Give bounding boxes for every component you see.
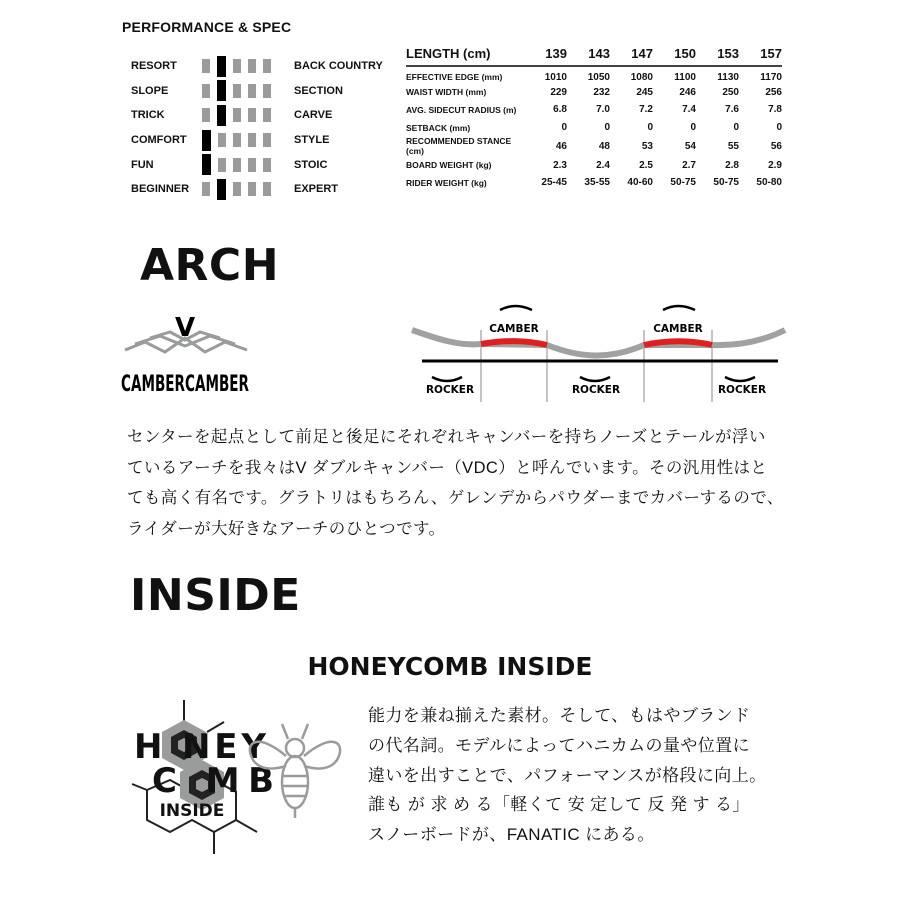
honeycomb-description-line: の代名詞。モデルによってハニカムの量や位置に — [368, 735, 750, 755]
arch-description-line: センターを起点として前足と後足にそれぞれキャンバーを持ちノーズとテールが浮い — [127, 428, 766, 446]
performance-indicator-active — [202, 154, 211, 175]
spec-cell: 1100 — [674, 71, 696, 83]
camber-label: CAMBER — [489, 323, 539, 335]
spec-cell: 6.8 — [553, 104, 567, 116]
spec-cell: 2.3 — [553, 159, 567, 171]
performance-indicator — [248, 108, 256, 122]
spec-cell: 55 — [727, 140, 739, 152]
performance-right-label: SECTION — [294, 84, 343, 97]
spec-row — [406, 66, 782, 84]
spec-cell: 0 — [561, 122, 567, 134]
honeycomb-description — [368, 701, 788, 850]
performance-scale — [202, 130, 294, 151]
camber-arc-icon — [500, 306, 532, 310]
spec-cell: 7.2 — [639, 104, 653, 116]
spec-row — [406, 84, 782, 102]
spec-length-header: 139 — [524, 44, 567, 66]
spec-cell: 56 — [770, 140, 782, 152]
spec-cell: 46 — [555, 140, 567, 152]
spec-cell: 2.5 — [639, 159, 653, 171]
performance-spec-title: PERFORMANCE & SPEC — [122, 19, 292, 35]
logo-honey-text: H NEY — [134, 727, 266, 767]
honeycomb-description-line: 能力を兼ね揃えた素材。そして、もはやブランド — [368, 706, 751, 725]
spec-cell: 7.4 — [682, 104, 696, 116]
performance-right-label: BACK COUNTRY — [294, 60, 383, 73]
performance-scale — [202, 80, 294, 101]
spec-cell: 7.0 — [596, 104, 610, 116]
performance-row — [131, 54, 391, 79]
spec-length-header: 157 — [739, 44, 782, 66]
rocker-arc-icon — [725, 377, 755, 381]
performance-indicator — [233, 108, 241, 122]
logo-word: CAMBERCAMBER — [120, 370, 250, 397]
spec-length-header: 153 — [696, 44, 739, 66]
performance-right-label: CARVE — [294, 109, 333, 122]
spec-cell: 1080 — [630, 71, 653, 83]
performance-indicator — [263, 84, 271, 98]
spec-row-label: RIDER WEIGHT (kg) — [406, 177, 487, 188]
honeycomb-inside-logo — [132, 692, 352, 862]
spec-cell: 48 — [598, 140, 610, 152]
performance-scale — [202, 56, 294, 77]
spec-cell: 0 — [604, 122, 610, 134]
inside-heading: INSIDE — [130, 570, 301, 621]
performance-indicator — [202, 182, 210, 196]
performance-indicator — [218, 133, 226, 147]
performance-indicator-active — [217, 80, 226, 101]
arch-description — [127, 422, 787, 544]
spec-row-label: WAIST WIDTH (mm) — [406, 87, 487, 98]
arch-description-line: ているアーチを我々はV ダブルキャンバー（VDC）と呼んでいます。その汎用性はと — [127, 458, 768, 477]
logo-comb-text: C MB — [152, 761, 274, 801]
spec-cell: 0 — [690, 122, 696, 134]
performance-left-label: BEGINNER — [131, 183, 190, 196]
spec-cell: 7.8 — [768, 104, 782, 116]
performance-indicator-active — [217, 179, 226, 200]
spec-row-label: RECOMMENDED STANCE (cm) — [406, 136, 512, 157]
performance-indicator — [202, 108, 210, 122]
performance-indicator — [233, 158, 241, 172]
spec-cell: 250 — [722, 86, 739, 98]
performance-indicator — [263, 59, 271, 73]
performance-left-label: SLOPE — [131, 84, 169, 97]
performance-indicator — [248, 158, 256, 172]
performance-left-label: TRICK — [131, 109, 165, 122]
honeycomb-description-line: スノーボードが、FANATIC にある。 — [368, 825, 655, 845]
performance-indicator — [263, 108, 271, 122]
performance-indicator — [233, 182, 241, 196]
spec-row — [406, 119, 782, 137]
honeycomb-description-line: 誰も が 求 め る「軽くて 安 定して 反 発 す る」 — [368, 795, 750, 815]
performance-indicator — [233, 59, 241, 73]
honeycomb-inside-heading: HONEYCOMB INSIDE — [307, 652, 593, 681]
performance-right-label: STYLE — [294, 134, 330, 147]
spec-cell: 0 — [776, 122, 782, 134]
spec-header-row — [406, 44, 782, 66]
performance-indicator — [248, 84, 256, 98]
spec-cell: 0 — [733, 122, 739, 134]
spec-row-label: EFFECTIVE EDGE (mm) — [406, 72, 503, 83]
spec-length-header: 143 — [567, 44, 610, 66]
rocker-label: ROCKER — [571, 384, 621, 396]
arch-description-line: ても高く有名です。グラトリはもちろん、ゲレンデからパウダーまでカバーするので、 — [127, 489, 784, 507]
spec-header-label: LENGTH (cm) — [406, 44, 524, 66]
performance-chart — [131, 54, 391, 202]
spec-cell: 2.9 — [768, 159, 782, 171]
spec-row-label: AVG. SIDECUT RADIUS (m) — [406, 104, 517, 115]
performance-right-label: EXPERT — [294, 183, 339, 196]
performance-indicator — [248, 59, 256, 73]
honeycomb-description-line: 違いを出すことで、パフォーマンスが格段に向上。 — [368, 765, 767, 785]
spec-cell: 53 — [641, 140, 653, 152]
spec-cell: 256 — [765, 86, 782, 98]
spec-row-label: SETBACK (mm) — [406, 122, 471, 133]
performance-indicator — [263, 158, 271, 172]
spec-row — [406, 156, 782, 174]
spec-cell: 229 — [550, 86, 567, 98]
spec-row — [406, 136, 782, 156]
performance-row — [131, 152, 391, 177]
performance-indicator-active — [202, 130, 211, 151]
spec-row-label: BOARD WEIGHT (kg) — [406, 160, 492, 171]
performance-left-label: RESORT — [131, 60, 177, 73]
performance-scale — [202, 179, 294, 200]
spec-cell: 50-75 — [670, 177, 696, 189]
spec-row — [406, 174, 782, 192]
arch-heading: ARCH — [140, 240, 280, 291]
spec-cell: 7.6 — [725, 104, 739, 116]
camber-rocker-diagram — [410, 300, 790, 405]
camber-label: CAMBER — [653, 323, 703, 335]
spec-row — [406, 101, 782, 119]
camber-arc-icon — [663, 306, 695, 310]
performance-indicator — [248, 133, 256, 147]
performance-left-label: FUN — [131, 158, 154, 171]
rocker-arc-icon — [580, 377, 610, 381]
performance-row — [131, 103, 391, 128]
spec-length-header: 150 — [653, 44, 696, 66]
spec-table — [406, 44, 782, 192]
performance-indicator — [263, 182, 271, 196]
spec-length-header: 147 — [610, 44, 653, 66]
arch-description-line: ライダーが大好きなアーチのひとつです。 — [127, 519, 446, 538]
performance-right-label: STOIC — [294, 158, 328, 171]
spec-cell: 232 — [593, 86, 610, 98]
performance-indicator — [218, 158, 226, 172]
spec-cell: 2.8 — [725, 159, 739, 171]
rocker-arc-icon — [432, 377, 462, 381]
spec-cell: 1050 — [587, 71, 610, 83]
spec-cell: 0 — [647, 122, 653, 134]
performance-indicator — [233, 133, 241, 147]
logo-v: V — [174, 313, 196, 343]
performance-indicator-active — [217, 56, 226, 77]
spec-cell: 2.7 — [682, 159, 696, 171]
spec-cell: 246 — [679, 86, 696, 98]
board-profile — [412, 330, 785, 356]
performance-indicator — [202, 84, 210, 98]
performance-indicator-active — [217, 105, 226, 126]
spec-cell: 40-60 — [627, 177, 653, 189]
spec-cell: 245 — [636, 86, 653, 98]
performance-indicator — [233, 84, 241, 98]
performance-row — [131, 177, 391, 202]
performance-row — [131, 128, 391, 153]
performance-indicator — [263, 133, 271, 147]
performance-indicator — [248, 182, 256, 196]
performance-row — [131, 79, 391, 104]
spec-cell: 1170 — [760, 71, 782, 83]
rocker-label: ROCKER — [717, 384, 767, 396]
performance-left-label: COMFORT — [131, 134, 187, 147]
spec-cell: 25-45 — [541, 177, 567, 189]
spec-cell: 54 — [684, 140, 696, 152]
spec-cell: 50-80 — [756, 177, 782, 189]
performance-scale — [202, 154, 294, 175]
spec-cell: 50-75 — [713, 177, 739, 189]
rocker-label: ROCKER — [425, 384, 475, 396]
spec-cell: 2.4 — [596, 159, 610, 171]
spec-cell: 1130 — [717, 71, 739, 83]
spec-cell: 35-55 — [584, 177, 610, 189]
performance-indicator — [202, 59, 210, 73]
spec-cell: 1010 — [544, 71, 567, 83]
logo-inside-text: INSIDE — [159, 801, 225, 821]
performance-scale — [202, 105, 294, 126]
v-camber-logo — [115, 308, 255, 397]
